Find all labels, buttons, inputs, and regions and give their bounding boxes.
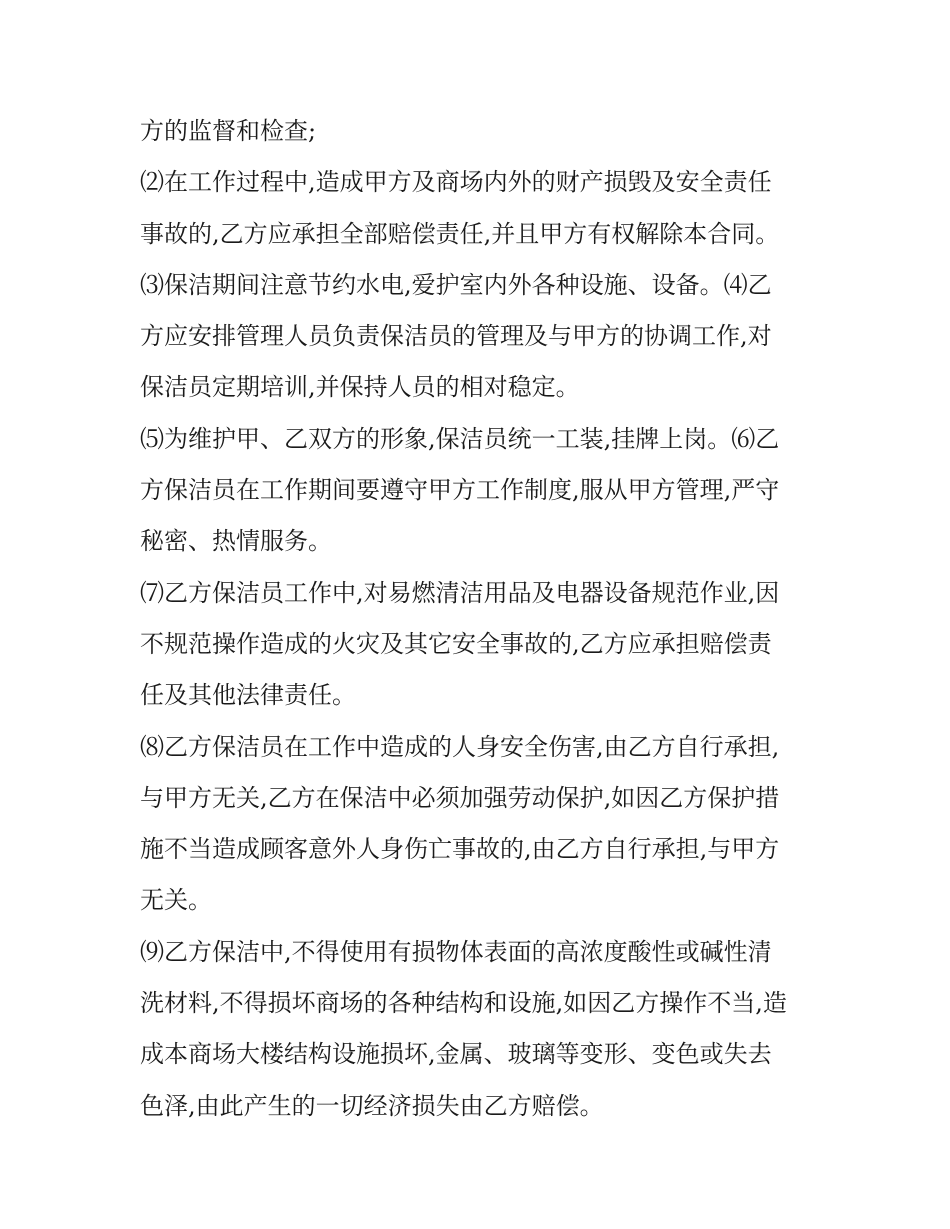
- text-line: ⑻乙方保洁员在工作中造成的人身安全伤害,由乙方自行承担,: [140, 732, 780, 761]
- text-line: 不规范操作造成的火灾及其它安全事故的,乙方应承担赔偿责: [140, 629, 772, 658]
- text-line: 方的监督和检查;: [140, 117, 317, 145]
- text-line: 无关。: [140, 886, 212, 915]
- text-line: ⑺乙方保洁员工作中,对易燃清洁用品及电器设备规范作业,因: [140, 578, 780, 607]
- text-line: 施不当造成顾客意外人身伤亡事故的,由乙方自行承担,与甲方: [140, 835, 780, 864]
- text-line: ⑸为维护甲、乙双方的形象,保洁员统一工装,挂牌上岗。⑹乙: [140, 424, 780, 453]
- text-line: 与甲方无关,乙方在保洁中必须加强劳动保护,如因乙方保护措: [140, 783, 780, 812]
- text-line: ⑼乙方保洁中,不得使用有损物体表面的高浓度酸性或碱性清: [140, 937, 772, 966]
- text-line: ⑵在工作过程中,造成甲方及商场内外的财产损毁及安全责任: [140, 168, 772, 197]
- text-line: 方应安排管理人员负责保洁员的管理及与甲方的协调工作,对: [140, 322, 772, 351]
- text-line: 事故的,乙方应承担全部赔偿责任,并且甲方有权解除本合同。: [140, 219, 780, 248]
- text-line: 任及其他法律责任。: [140, 681, 356, 710]
- text-line: 秘密、热情服务。: [140, 527, 332, 556]
- text-line: 保洁员定期培训,并保持人员的相对稳定。: [140, 373, 580, 402]
- document-body: [140, 106, 812, 1132]
- text-line: 成本商场大楼结构设施损坏,金属、玻璃等变形、变色或失去: [140, 1040, 772, 1069]
- text-line: ⑶保洁期间注意节约水电,爱护室内外各种设施、设备。⑷乙: [140, 270, 772, 299]
- text-line: 洗材料,不得损坏商场的各种结构和设施,如因乙方操作不当,造: [140, 989, 787, 1018]
- text-line: 方保洁员在工作期间要遵守甲方工作制度,服从甲方管理,严守: [140, 476, 780, 505]
- text-line: 色泽,由此产生的一切经济损失由乙方赔偿。: [140, 1091, 604, 1120]
